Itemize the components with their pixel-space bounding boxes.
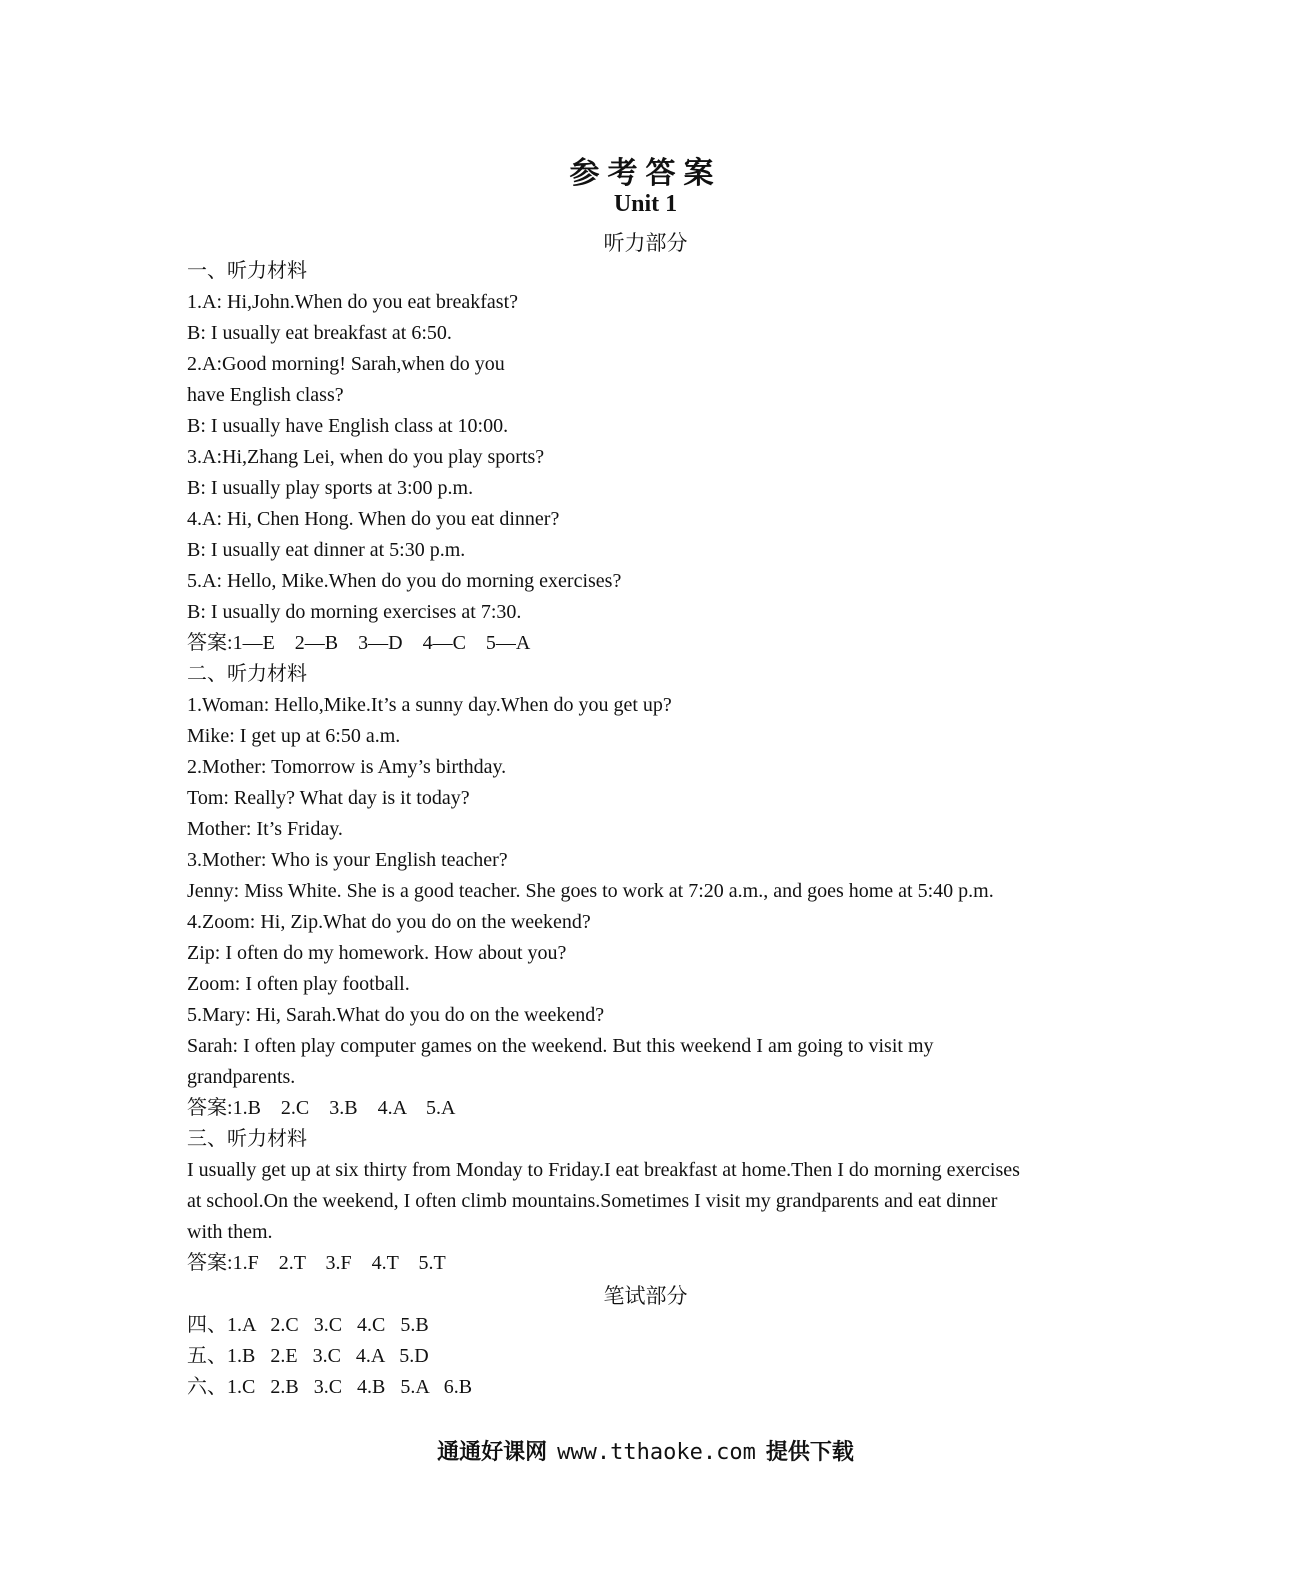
listening-part-1 (187, 256, 1097, 659)
passage-line: I usually get up at six thirty from Monday to Friday.I eat breakfast at home.Then I do morning exercises (187, 1159, 1020, 1181)
written-answer-line (187, 1310, 1097, 1341)
dialogue-line: 5.Mary: Hi, Sarah.What do you do on the weekend? (187, 1004, 605, 1026)
answer-prefix: 答案: (187, 1252, 233, 1274)
dialogue-line: B: I usually eat dinner at 5:30 p.m. (187, 539, 466, 561)
footer-credit (0, 1435, 1291, 1466)
answer-item: 5.D (399, 1345, 429, 1367)
answer-item: 2.B (270, 1376, 299, 1398)
answer-line (187, 1248, 1097, 1279)
answer-item: 5.A (400, 1376, 429, 1398)
answer-item: 5—A (485, 632, 531, 654)
answer-item: 4.A (377, 1097, 406, 1119)
listening-part-2 (187, 659, 1097, 1124)
footer-site-name: 通通好课网 (437, 1440, 548, 1465)
written-answer-line (187, 1341, 1097, 1372)
answer-item: 1.C (227, 1376, 256, 1398)
answer-item: 4.T (371, 1252, 399, 1274)
dialogue-line: 3.A:Hi,Zhang Lei, when do you play sports? (187, 446, 545, 468)
answer-line (187, 628, 1097, 659)
answer-item: 1.A (227, 1314, 256, 1336)
answer-item: 1—E (232, 632, 275, 654)
footer-download-text: 提供下载 (765, 1440, 854, 1465)
answer-item: 3.C (312, 1345, 341, 1367)
passage-line: at school.On the weekend, I often climb mountains.Sometimes I visit my grandparents and eat dinner (187, 1190, 998, 1212)
answer-item: 3.F (325, 1252, 352, 1274)
dialogue-line: have English class? (187, 384, 344, 406)
dialogue-line: B: I usually play sports at 3:00 p.m. (187, 477, 474, 499)
answer-item: 5.A (425, 1097, 456, 1119)
dialogue-line: 1.A: Hi,John.When do you eat breakfast? (187, 291, 519, 313)
answer-item: 2.T (278, 1252, 306, 1274)
dialogue-line: B: I usually do morning exercises at 7:30. (187, 601, 522, 623)
answer-item: 4—C (422, 632, 466, 654)
dialogue-line: 2.A:Good morning! Sarah,when do you (187, 353, 505, 375)
dialogue-line: 1.Woman: Hello,Mike.It’s a sunny day.When do you get up? (187, 694, 672, 716)
answer-line (187, 1093, 1097, 1124)
answer-item: 4.A (355, 1345, 385, 1367)
part-heading: 二、听力材料 (187, 663, 307, 685)
part-heading: 三、听力材料 (187, 1128, 307, 1150)
answer-item: 2.E (270, 1345, 298, 1367)
part-heading: 一、听力材料 (187, 260, 307, 282)
written-answers (187, 1310, 1097, 1403)
answer-item: 3.B (329, 1097, 358, 1119)
answer-prefix: 答案: (187, 632, 233, 654)
written-section-heading: 笔试部分 (603, 1284, 688, 1308)
dialogue-line: Mike: I get up at 6:50 a.m. (187, 725, 401, 747)
page-title: 参考答案 (569, 156, 722, 191)
dialogue-line: 2.Mother: Tomorrow is Amy’s birthday. (187, 756, 507, 778)
passage-line: with them. (187, 1221, 273, 1243)
answer-item: 1.B (227, 1345, 256, 1367)
answer-item: 3.C (313, 1376, 343, 1398)
answer-item: 4.C (357, 1314, 386, 1336)
answer-item: 3.C (313, 1314, 343, 1336)
dialogue-line: 5.A: Hello, Mike.When do you do morning exercises? (187, 570, 622, 592)
dialogue-line: B: I usually have English class at 10:00. (187, 415, 509, 437)
answer-item: 2—B (294, 632, 339, 654)
answer-item: 5.B (400, 1314, 429, 1336)
unit-heading: Unit 1 (613, 191, 678, 217)
answer-item: 5.T (418, 1252, 446, 1274)
answer-item: 2.C (270, 1314, 299, 1336)
dialogue-line: Sarah: I often play computer games on the weekend. But this weekend I am going to visit my (187, 1035, 934, 1057)
dialogue-line: 4.Zoom: Hi, Zip.What do you do on the weekend? (187, 911, 591, 933)
answer-item: 4.B (357, 1376, 386, 1398)
answer-prefix: 答案: (187, 1097, 233, 1119)
dialogue-line: B: I usually eat breakfast at 6:50. (187, 322, 452, 344)
listening-part-3 (187, 1124, 1097, 1279)
answer-item: 1.B (232, 1097, 261, 1119)
passage-lines (187, 1155, 1097, 1248)
dialogue-line: Zip: I often do my homework. How about you? (187, 942, 567, 964)
listening-section-heading: 听力部分 (603, 231, 688, 255)
answer-item: 3—D (358, 632, 403, 654)
answer-item: 1.F (232, 1252, 259, 1274)
answer-item: 6.B (443, 1376, 473, 1398)
footer-url[interactable]: www.tthaoke.com (557, 1440, 756, 1465)
answer-prefix: 四、 (187, 1314, 227, 1336)
answer-prefix: 六、 (187, 1376, 227, 1398)
written-answer-line (187, 1372, 1097, 1403)
dialogue-line: 3.Mother: Who is your English teacher? (187, 849, 508, 871)
dialogue-line: Jenny: Miss White. She is a good teacher. She goes to work at 7:20 a.m., and goes home at 5:40 p.m. (187, 880, 994, 902)
answer-prefix: 五、 (187, 1345, 227, 1367)
dialogue-lines (187, 287, 1097, 628)
answer-item: 2.C (280, 1097, 310, 1119)
dialogue-line: 4.A: Hi, Chen Hong. When do you eat dinner? (187, 508, 560, 530)
dialogue-lines (187, 690, 1097, 1093)
dialogue-line: Zoom: I often play football. (187, 973, 410, 995)
dialogue-line: Mother: It’s Friday. (187, 818, 343, 840)
dialogue-line: grandparents. (187, 1066, 296, 1088)
dialogue-line: Tom: Really? What day is it today? (187, 787, 470, 809)
